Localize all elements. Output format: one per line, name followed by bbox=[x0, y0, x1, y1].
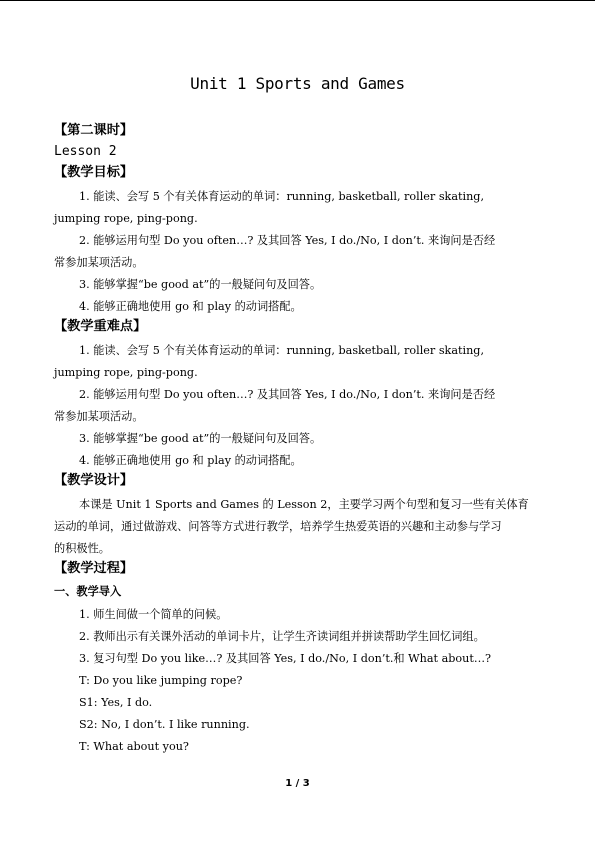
objectives-item-2-cont: 常参加某项活动。 bbox=[54, 256, 144, 269]
design-paragraph-line-1: 本课是 Unit 1 Sports and Games 的 Lesson 2，主要学习两个句型和复习一些有关体育 bbox=[79, 498, 529, 511]
key-points-item-1-cont: jumping rope, ping-pong. bbox=[54, 366, 198, 379]
document-title: Unit 1 Sports and Games bbox=[190, 74, 405, 93]
design-heading: 【教学设计】 bbox=[54, 473, 134, 488]
process-heading: 【教学过程】 bbox=[54, 561, 134, 576]
process-item-3: 3. 复习句型 Do you like…? 及其回答 Yes, I do./No, I don’t.和 What about…? bbox=[79, 652, 492, 665]
design-paragraph-line-3: 的积极性。 bbox=[54, 542, 110, 555]
key-points-heading: 【教学重难点】 bbox=[54, 319, 147, 334]
key-points-item-3: 3. 能够掌握“be good at”的一般疑问句及回答。 bbox=[79, 432, 322, 445]
dialogue-line-3: S2: No, I don’t. I like running. bbox=[79, 718, 250, 731]
key-points-item-2-cont: 常参加某项活动。 bbox=[54, 410, 144, 423]
objectives-heading: 【教学目标】 bbox=[54, 165, 134, 180]
design-paragraph-line-2: 运动的单词，通过做游戏、问答等方式进行教学，培养学生热爱英语的兴趣和主动参与学习 bbox=[54, 520, 502, 533]
top-border-line bbox=[0, 0, 595, 1]
dialogue-line-1: T: Do you like jumping rope? bbox=[79, 674, 243, 687]
objectives-item-1-cont: jumping rope, ping-pong. bbox=[54, 212, 198, 225]
section-period-heading: 【第二课时】 bbox=[54, 123, 134, 138]
objectives-item-1: 1. 能读、会写 5 个有关体育运动的单词：running, basketball, roller skating, bbox=[79, 190, 485, 203]
key-points-item-4: 4. 能够正确地使用 go 和 play 的动词搭配。 bbox=[79, 454, 302, 467]
page-number: 1 / 3 bbox=[285, 778, 310, 789]
objectives-item-4: 4. 能够正确地使用 go 和 play 的动词搭配。 bbox=[79, 300, 302, 313]
process-item-2: 2. 教师出示有关课外活动的单词卡片，让学生齐读词组并拼读帮助学生回忆词组。 bbox=[79, 630, 485, 643]
process-subheading-intro: 一、教学导入 bbox=[54, 585, 122, 598]
dialogue-line-4: T: What about you? bbox=[79, 740, 189, 753]
objectives-item-2: 2. 能够运用句型 Do you often…? 及其回答 Yes, I do./No, I don’t. 来询问是否经 bbox=[79, 234, 496, 247]
key-points-item-2: 2. 能够运用句型 Do you often…? 及其回答 Yes, I do./No, I don’t. 来询问是否经 bbox=[79, 388, 496, 401]
objectives-item-3: 3. 能够掌握“be good at”的一般疑问句及回答。 bbox=[79, 278, 322, 291]
key-points-item-1: 1. 能读、会写 5 个有关体育运动的单词：running, basketball, roller skating, bbox=[79, 344, 485, 357]
process-item-1: 1. 师生间做一个简单的问候。 bbox=[79, 608, 228, 621]
dialogue-line-2: S1: Yes, I do. bbox=[79, 696, 153, 709]
lesson-label: Lesson 2 bbox=[54, 144, 117, 159]
